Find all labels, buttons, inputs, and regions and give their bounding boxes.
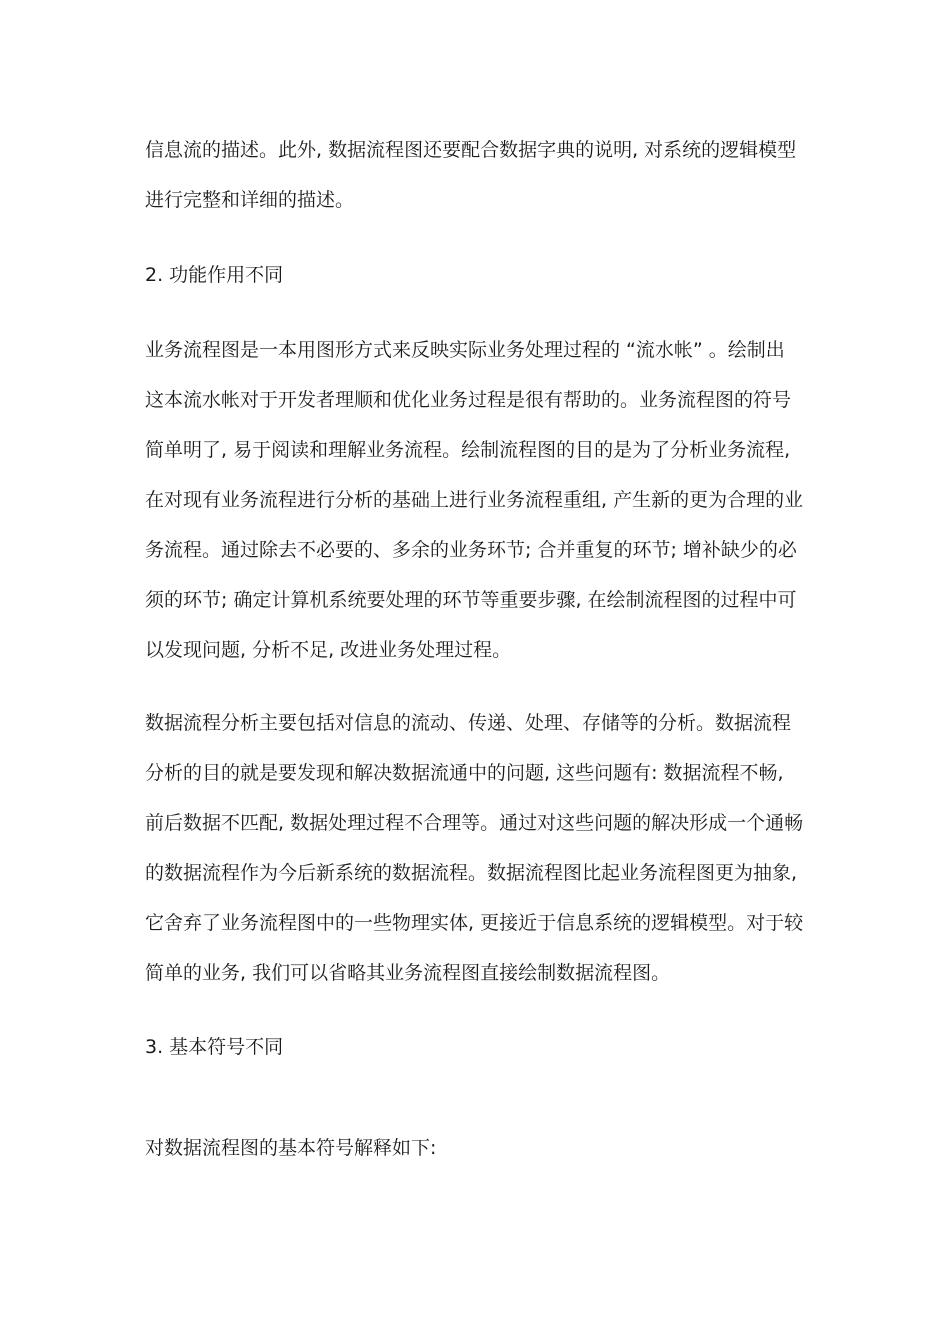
- paragraph-1-line-2: 进行完整和详细的描述。: [145, 189, 355, 211]
- paragraph-1-line-1: 信息流的描述。此外, 数据流程图还要配合数据字典的说明, 对系统的逻辑模型: [145, 139, 797, 161]
- section-heading-3: 3. 基本符号不同: [145, 1036, 284, 1058]
- paragraph-3-line-3: 前后数据不匹配, 数据处理过程不合理等。通过对这些问题的解决形成一个通畅: [145, 812, 804, 834]
- paragraph-2-line-7: 以发现问题, 分析不足, 改进业务处理过程。: [145, 639, 512, 661]
- paragraph-2-line-5: 务流程。通过除去不必要的、多余的业务环节; 合并重复的环节; 增补缺少的必: [145, 539, 797, 561]
- section-heading-2: 2. 功能作用不同: [145, 264, 284, 286]
- paragraph-2-line-3: 简单明了, 易于阅读和理解业务流程。绘制流程图的目的是为了分析业务流程,: [145, 439, 791, 461]
- paragraph-4-line-1: 对数据流程图的基本符号解释如下:: [145, 1137, 437, 1159]
- paragraph-2-line-6: 须的环节; 确定计算机系统要处理的环节等重要步骤, 在绘制流程图的过程中可: [145, 589, 797, 611]
- paragraph-3-line-2: 分析的目的就是要发现和解决数据流通中的问题, 这些问题有: 数据流程不畅,: [145, 762, 784, 784]
- paragraph-3-line-1: 数据流程分析主要包括对信息的流动、传递、处理、存储等的分析。数据流程: [145, 712, 792, 734]
- paragraph-3-line-6: 简单的业务, 我们可以省略其业务流程图直接绘制数据流程图。: [145, 962, 671, 984]
- paragraph-3-line-5: 它舍弃了业务流程图中的一些物理实体, 更接近于信息系统的逻辑模型。对于较: [145, 912, 804, 934]
- paragraph-2-line-1: 业务流程图是一本用图形方式来反映实际业务处理过程的 “流水帐” 。绘制出: [145, 339, 785, 361]
- paragraph-3-line-4: 的数据流程作为今后新系统的数据流程。数据流程图比起业务流程图更为抽象,: [145, 862, 798, 884]
- paragraph-2-line-2: 这本流水帐对于开发者理顺和优化业务过程是很有帮助的。业务流程图的符号: [145, 389, 792, 411]
- paragraph-2-line-4: 在对现有业务流程进行分析的基础上进行业务流程重组, 产生新的更为合理的业: [145, 489, 804, 511]
